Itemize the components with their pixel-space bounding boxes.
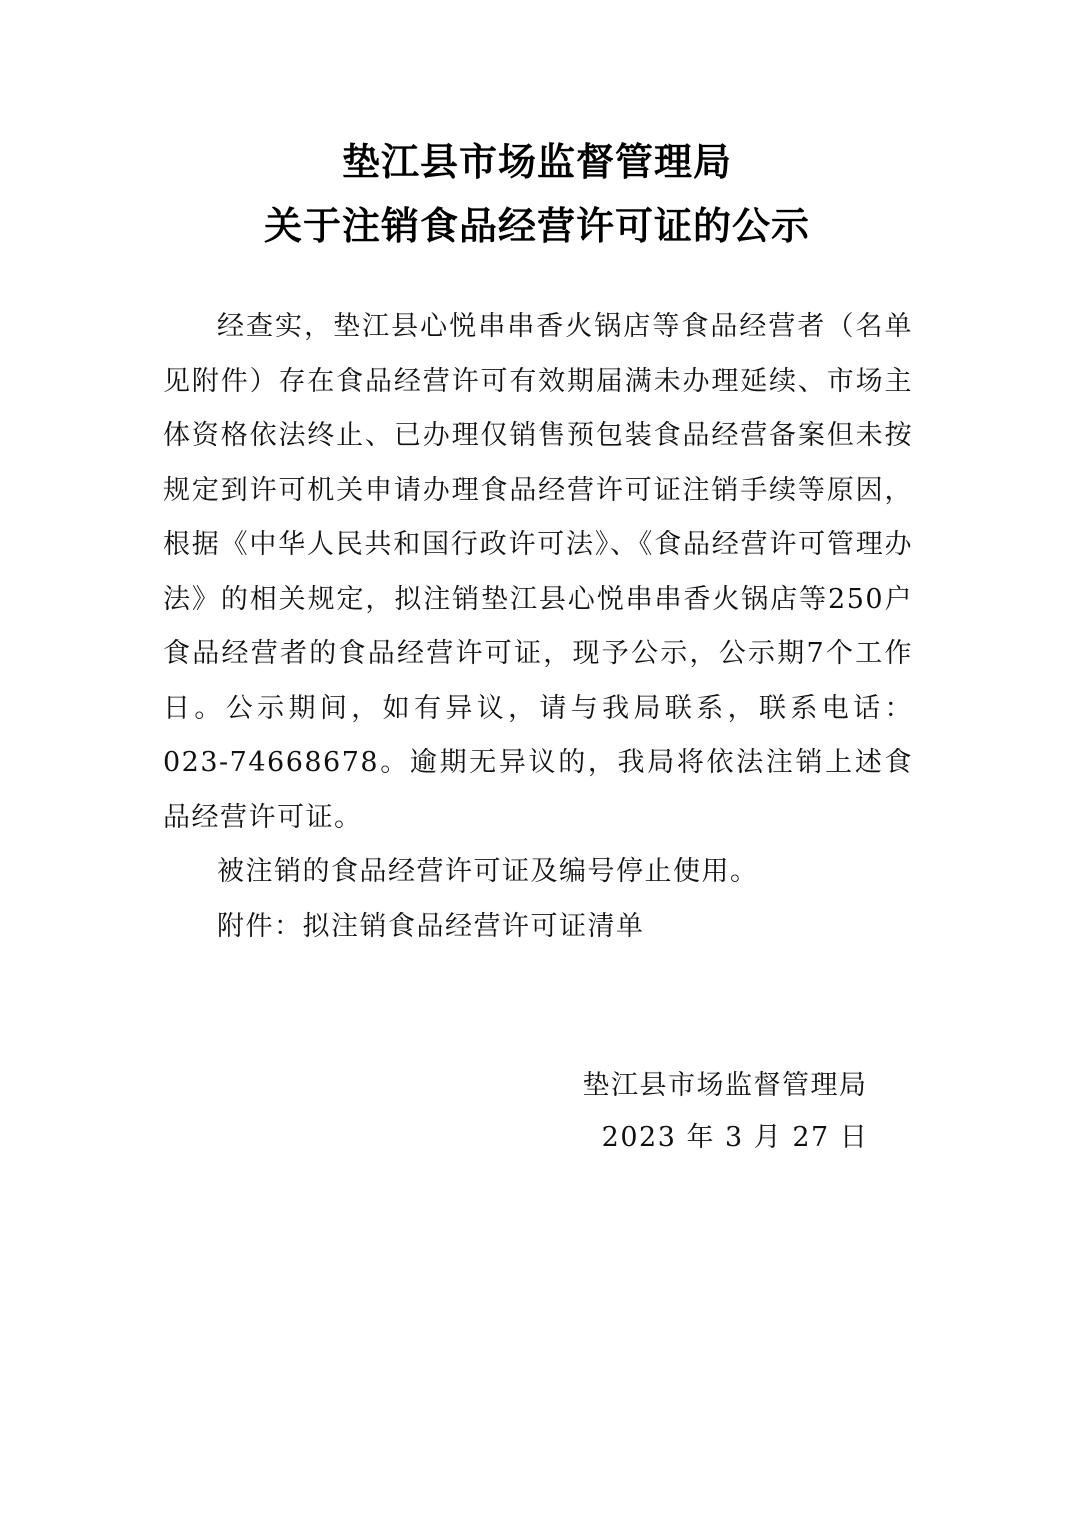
body-paragraph-main: 经查实，垫江县心悦串串香火锅店等食品经营者（名单见附件）存在食品经营许可有效期届满未办理延续、市场主体资格依法终止、已办理仅销售预包装食品经营备案但未按规定到许可机关申请办理食品经营许可证注销手续等原因，根据《中华人民共和国行政许可法》、《食品经营许可管理办法》的相关规定，拟注销垫江县心悦串串香火锅店等250户食品经营者的食品经营许可证，现予公示，公示期7个工作日。公示期间，如有异议，请与我局联系，联系电话：023-74668678。逾期无异议的，我局将依法注销上述食品经营许可证。 [163,311,913,833]
document-body [163,300,913,954]
attachment-note: 附件：拟注销食品经营许可证清单 [217,910,645,942]
signature-date: 2023 年 3 月 27 日 [601,1122,869,1153]
title-line-2: 关于注销食品经营许可证的公示 [263,203,810,248]
signature-organization: 垫江县市场监督管理局 [582,1070,868,1101]
signature-block [560,1060,890,1164]
body-paragraph-revocation: 被注销的食品经营许可证及编号停止使用。 [217,856,759,887]
title-line-1: 垫江县市场监督管理局 [341,139,732,184]
